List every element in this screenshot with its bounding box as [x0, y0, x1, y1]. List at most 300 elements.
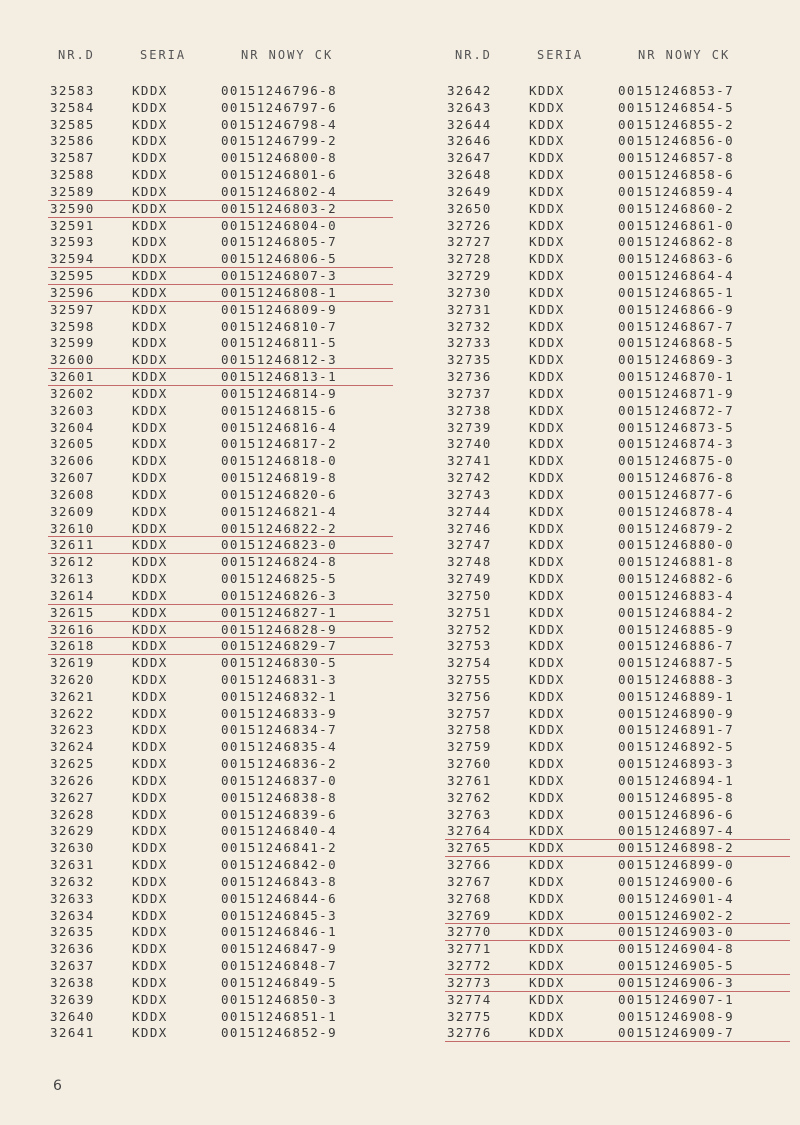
row-seria: KDDX — [132, 840, 168, 856]
table-row — [445, 722, 790, 739]
row-nr: 32746 — [447, 520, 492, 536]
table-row — [445, 403, 790, 420]
table-row — [445, 655, 790, 672]
row-nr: 32767 — [447, 873, 492, 889]
row-nowy: 00151246847-9 — [221, 941, 338, 957]
table-row — [445, 386, 790, 403]
row-nowy: 00151246801-6 — [221, 167, 338, 183]
row-nowy: 00151246901-4 — [618, 890, 735, 906]
row-nowy: 00151246879-2 — [618, 520, 735, 536]
row-nowy: 00151246811-5 — [221, 335, 338, 351]
row-seria: KDDX — [529, 604, 565, 620]
row-nowy: 00151246841-2 — [221, 840, 338, 856]
row-nr: 32747 — [447, 537, 492, 553]
left-header — [48, 48, 393, 68]
row-seria: KDDX — [132, 924, 168, 940]
row-nr: 32598 — [50, 318, 95, 334]
table-row — [445, 521, 790, 538]
table-row — [445, 335, 790, 352]
table-row — [48, 285, 393, 302]
row-seria: KDDX — [529, 486, 565, 502]
table-row — [48, 403, 393, 420]
row-nowy: 00151246853-7 — [618, 83, 735, 98]
row-seria: KDDX — [132, 133, 168, 149]
row-seria: KDDX — [529, 806, 565, 822]
row-nowy: 00151246899-0 — [618, 857, 735, 873]
row-seria: KDDX — [529, 857, 565, 873]
table-row — [445, 1025, 790, 1042]
row-nr: 32730 — [447, 284, 492, 300]
row-seria: KDDX — [529, 974, 565, 990]
row-nowy: 00151246888-3 — [618, 671, 735, 687]
row-nr: 32763 — [447, 806, 492, 822]
row-seria: KDDX — [529, 958, 565, 974]
row-seria: KDDX — [132, 335, 168, 351]
right-rows — [445, 83, 790, 1042]
row-nr: 32609 — [50, 503, 95, 519]
header-nowy: NR NOWY CK — [638, 48, 731, 62]
table-row — [445, 201, 790, 218]
row-nowy: 00151246839-6 — [221, 806, 338, 822]
row-nr: 32731 — [447, 301, 492, 317]
row-nr: 32738 — [447, 402, 492, 418]
table-row — [48, 201, 393, 218]
table-row — [445, 571, 790, 588]
table-row — [48, 773, 393, 790]
row-nowy: 00151246817-2 — [221, 436, 338, 452]
row-nr: 32748 — [447, 554, 492, 570]
row-nowy: 00151246872-7 — [618, 402, 735, 418]
row-seria: KDDX — [132, 470, 168, 486]
row-seria: KDDX — [132, 958, 168, 974]
row-nowy: 00151246873-5 — [618, 419, 735, 435]
row-nowy: 00151246889-1 — [618, 688, 735, 704]
row-seria: KDDX — [132, 83, 168, 98]
row-nr: 32614 — [50, 587, 95, 603]
row-nr: 32764 — [447, 823, 492, 839]
row-seria: KDDX — [529, 150, 565, 166]
row-nowy: 00151246828-9 — [221, 621, 338, 637]
row-nowy: 00151246835-4 — [221, 739, 338, 755]
row-seria: KDDX — [132, 251, 168, 267]
row-nr: 32774 — [447, 991, 492, 1007]
row-nowy: 00151246837-0 — [221, 772, 338, 788]
row-nr: 32644 — [447, 116, 492, 132]
row-nr: 32637 — [50, 958, 95, 974]
row-seria: KDDX — [132, 99, 168, 115]
table-row — [445, 234, 790, 251]
row-seria: KDDX — [529, 116, 565, 132]
table-row — [445, 891, 790, 908]
row-seria: KDDX — [132, 941, 168, 957]
row-seria: KDDX — [529, 318, 565, 334]
row-seria: KDDX — [132, 200, 168, 216]
row-nr: 32612 — [50, 554, 95, 570]
row-seria: KDDX — [529, 772, 565, 788]
row-seria: KDDX — [529, 890, 565, 906]
row-seria: KDDX — [529, 520, 565, 536]
row-seria: KDDX — [529, 183, 565, 199]
row-nr: 32588 — [50, 167, 95, 183]
row-nowy: 00151246874-3 — [618, 436, 735, 452]
row-nr: 32624 — [50, 739, 95, 755]
table-row — [48, 453, 393, 470]
table-row — [445, 672, 790, 689]
row-nr: 32629 — [50, 823, 95, 839]
row-seria: KDDX — [529, 537, 565, 553]
table-row — [48, 874, 393, 891]
row-seria: KDDX — [529, 99, 565, 115]
table-row — [445, 487, 790, 504]
row-nr: 32603 — [50, 402, 95, 418]
row-nr: 32590 — [50, 200, 95, 216]
table-row — [48, 908, 393, 925]
table-row — [445, 773, 790, 790]
row-nr: 32740 — [447, 436, 492, 452]
table-row — [48, 184, 393, 201]
row-nr: 32606 — [50, 453, 95, 469]
row-nr: 32625 — [50, 756, 95, 772]
row-seria: KDDX — [529, 503, 565, 519]
row-nr: 32742 — [447, 470, 492, 486]
table-row — [445, 251, 790, 268]
row-nr: 32619 — [50, 655, 95, 671]
row-nr: 32771 — [447, 941, 492, 957]
table-row — [445, 823, 790, 840]
row-nowy: 00151246846-1 — [221, 924, 338, 940]
row-nr: 32593 — [50, 234, 95, 250]
row-nowy: 00151246825-5 — [221, 571, 338, 587]
row-nr: 32776 — [447, 1025, 492, 1041]
row-nr: 32773 — [447, 974, 492, 990]
table-row — [48, 487, 393, 504]
table-row — [445, 874, 790, 891]
row-seria: KDDX — [132, 705, 168, 721]
row-nr: 32599 — [50, 335, 95, 351]
row-nowy: 00151246878-4 — [618, 503, 735, 519]
row-nowy: 00151246800-8 — [221, 150, 338, 166]
row-seria: KDDX — [132, 571, 168, 587]
table-row — [48, 790, 393, 807]
table-row — [445, 908, 790, 925]
table-row — [48, 521, 393, 538]
header-seria: SERIA — [140, 48, 187, 62]
table-row — [48, 369, 393, 386]
row-nr: 32765 — [447, 840, 492, 856]
row-nowy: 00151246859-4 — [618, 183, 735, 199]
table-row — [48, 992, 393, 1009]
row-nowy: 00151246831-3 — [221, 671, 338, 687]
table-row — [445, 958, 790, 975]
table-row — [48, 234, 393, 251]
row-nr: 32610 — [50, 520, 95, 536]
row-nowy: 00151246812-3 — [221, 352, 338, 368]
row-nowy: 00151246813-1 — [221, 369, 338, 385]
table-row — [445, 992, 790, 1009]
row-nowy: 00151246908-9 — [618, 1008, 735, 1024]
row-nr: 32585 — [50, 116, 95, 132]
table-row — [48, 470, 393, 487]
row-nr: 32754 — [447, 655, 492, 671]
table-row — [48, 537, 393, 554]
row-seria: KDDX — [529, 705, 565, 721]
right-header — [445, 48, 790, 68]
row-seria: KDDX — [529, 722, 565, 738]
row-seria: KDDX — [132, 806, 168, 822]
row-seria: KDDX — [132, 873, 168, 889]
row-nr: 32733 — [447, 335, 492, 351]
row-nr: 32601 — [50, 369, 95, 385]
row-nowy: 00151246855-2 — [618, 116, 735, 132]
table-row — [48, 924, 393, 941]
table-row — [445, 857, 790, 874]
row-nr: 32759 — [447, 739, 492, 755]
row-seria: KDDX — [529, 571, 565, 587]
row-seria: KDDX — [132, 402, 168, 418]
row-nowy: 00151246856-0 — [618, 133, 735, 149]
row-nowy: 00151246852-9 — [221, 1025, 338, 1041]
row-nowy: 00151246893-3 — [618, 756, 735, 772]
row-nowy: 00151246830-5 — [221, 655, 338, 671]
row-nr: 32641 — [50, 1025, 95, 1041]
row-nowy: 00151246840-4 — [221, 823, 338, 839]
table-row — [48, 588, 393, 605]
row-seria: KDDX — [529, 756, 565, 772]
table-row — [48, 891, 393, 908]
row-nowy: 00151246902-2 — [618, 907, 735, 923]
row-nowy: 00151246868-5 — [618, 335, 735, 351]
row-seria: KDDX — [529, 167, 565, 183]
row-nr: 32756 — [447, 688, 492, 704]
row-nr: 32621 — [50, 688, 95, 704]
row-nowy: 00151246865-1 — [618, 284, 735, 300]
table-row — [445, 470, 790, 487]
row-nr: 32735 — [447, 352, 492, 368]
row-nr: 32618 — [50, 638, 95, 654]
table-row — [48, 571, 393, 588]
row-nr: 32615 — [50, 604, 95, 620]
row-nr: 32761 — [447, 772, 492, 788]
row-seria: KDDX — [529, 873, 565, 889]
row-nr: 32620 — [50, 671, 95, 687]
row-nr: 32600 — [50, 352, 95, 368]
row-nr: 32605 — [50, 436, 95, 452]
row-nr: 32744 — [447, 503, 492, 519]
table-row — [445, 100, 790, 117]
row-nr: 32732 — [447, 318, 492, 334]
row-nr: 32760 — [447, 756, 492, 772]
row-seria: KDDX — [132, 789, 168, 805]
row-seria: KDDX — [529, 301, 565, 317]
row-nr: 32752 — [447, 621, 492, 637]
row-nr: 32636 — [50, 941, 95, 957]
table-row — [48, 386, 393, 403]
row-seria: KDDX — [132, 217, 168, 233]
row-seria: KDDX — [132, 369, 168, 385]
row-nr: 32633 — [50, 890, 95, 906]
row-seria: KDDX — [529, 789, 565, 805]
row-nowy: 00151246803-2 — [221, 200, 338, 216]
header-nowy: NR NOWY CK — [241, 48, 334, 62]
table-row — [48, 622, 393, 639]
row-seria: KDDX — [132, 453, 168, 469]
row-seria: KDDX — [529, 470, 565, 486]
row-nr: 32737 — [447, 385, 492, 401]
row-nowy: 00151246854-5 — [618, 99, 735, 115]
row-nowy: 00151246905-5 — [618, 958, 735, 974]
row-seria: KDDX — [132, 419, 168, 435]
row-nowy: 00151246819-8 — [221, 470, 338, 486]
table-row — [445, 689, 790, 706]
table-row — [48, 689, 393, 706]
table-row — [48, 319, 393, 336]
row-nowy: 00151246850-3 — [221, 991, 338, 1007]
table-row — [445, 941, 790, 958]
table-row — [445, 504, 790, 521]
row-seria: KDDX — [529, 924, 565, 940]
row-nr: 32728 — [447, 251, 492, 267]
row-seria: KDDX — [132, 1008, 168, 1024]
row-nowy: 00151246844-6 — [221, 890, 338, 906]
row-nowy: 00151246883-4 — [618, 587, 735, 603]
row-nowy: 00151246896-6 — [618, 806, 735, 822]
row-nr: 32755 — [447, 671, 492, 687]
row-nowy: 00151246834-7 — [221, 722, 338, 738]
table-row — [48, 436, 393, 453]
row-seria: KDDX — [529, 688, 565, 704]
row-nr: 32627 — [50, 789, 95, 805]
row-seria: KDDX — [132, 671, 168, 687]
row-seria: KDDX — [132, 385, 168, 401]
row-nr: 32753 — [447, 638, 492, 654]
table-row — [445, 285, 790, 302]
row-nowy: 00151246892-5 — [618, 739, 735, 755]
table-row — [445, 739, 790, 756]
row-nr: 32762 — [447, 789, 492, 805]
row-nowy: 00151246875-0 — [618, 453, 735, 469]
row-nr: 32727 — [447, 234, 492, 250]
table-row — [48, 739, 393, 756]
table-row — [445, 588, 790, 605]
row-nr: 32616 — [50, 621, 95, 637]
row-seria: KDDX — [529, 1025, 565, 1041]
row-nowy: 00151246848-7 — [221, 958, 338, 974]
row-nr: 32648 — [447, 167, 492, 183]
row-nr: 32649 — [447, 183, 492, 199]
row-seria: KDDX — [529, 991, 565, 1007]
table-row — [445, 167, 790, 184]
table-row — [48, 857, 393, 874]
row-seria: KDDX — [132, 520, 168, 536]
table-row — [445, 756, 790, 773]
row-nowy: 00151246833-9 — [221, 705, 338, 721]
row-nowy: 00151246815-6 — [221, 402, 338, 418]
row-nowy: 00151246842-0 — [221, 857, 338, 873]
row-seria: KDDX — [529, 1008, 565, 1024]
table-row — [445, 319, 790, 336]
row-seria: KDDX — [529, 907, 565, 923]
row-nowy: 00151246808-1 — [221, 284, 338, 300]
row-seria: KDDX — [529, 402, 565, 418]
row-nr: 32623 — [50, 722, 95, 738]
row-nowy: 00151246884-2 — [618, 604, 735, 620]
row-seria: KDDX — [132, 116, 168, 132]
row-seria: KDDX — [132, 587, 168, 603]
table-row — [445, 975, 790, 992]
table-row — [48, 672, 393, 689]
row-nr: 32770 — [447, 924, 492, 940]
row-nowy: 00151246871-9 — [618, 385, 735, 401]
row-nr: 32639 — [50, 991, 95, 1007]
table-row — [48, 167, 393, 184]
table-row — [48, 1009, 393, 1026]
table-row — [445, 436, 790, 453]
table-row — [445, 369, 790, 386]
row-nr: 32630 — [50, 840, 95, 856]
row-seria: KDDX — [529, 83, 565, 98]
row-nowy: 00151246857-8 — [618, 150, 735, 166]
table-row — [48, 420, 393, 437]
table-row — [48, 268, 393, 285]
table-row — [48, 335, 393, 352]
row-nr: 32640 — [50, 1008, 95, 1024]
row-nowy: 00151246822-2 — [221, 520, 338, 536]
table-row — [445, 605, 790, 622]
table-row — [445, 453, 790, 470]
row-nowy: 00151246858-6 — [618, 167, 735, 183]
table-row — [48, 807, 393, 824]
table-row — [48, 941, 393, 958]
row-nowy: 00151246860-2 — [618, 200, 735, 216]
table-row — [445, 184, 790, 201]
row-nr: 32750 — [447, 587, 492, 603]
row-nr: 32626 — [50, 772, 95, 788]
row-nr: 32602 — [50, 385, 95, 401]
table-row — [48, 655, 393, 672]
row-nowy: 00151246818-0 — [221, 453, 338, 469]
row-nr: 32589 — [50, 183, 95, 199]
table-row — [48, 117, 393, 134]
row-nr: 32743 — [447, 486, 492, 502]
row-nr: 32768 — [447, 890, 492, 906]
row-seria: KDDX — [132, 857, 168, 873]
row-nowy: 00151246894-1 — [618, 772, 735, 788]
table-row — [445, 117, 790, 134]
row-nowy: 00151246845-3 — [221, 907, 338, 923]
row-seria: KDDX — [529, 621, 565, 637]
row-nowy: 00151246862-8 — [618, 234, 735, 250]
header-nr: NR.D — [58, 48, 95, 62]
row-nr: 32604 — [50, 419, 95, 435]
row-nr: 32628 — [50, 806, 95, 822]
row-nr: 32613 — [50, 571, 95, 587]
table-row — [445, 420, 790, 437]
row-seria: KDDX — [529, 419, 565, 435]
row-nowy: 00151246823-0 — [221, 537, 338, 553]
row-nowy: 00151246851-1 — [221, 1008, 338, 1024]
row-nr: 32607 — [50, 470, 95, 486]
row-seria: KDDX — [529, 671, 565, 687]
row-nr: 32739 — [447, 419, 492, 435]
row-nowy: 00151246897-4 — [618, 823, 735, 839]
table-row — [445, 218, 790, 235]
row-nowy: 00151246907-1 — [618, 991, 735, 1007]
row-seria: KDDX — [132, 183, 168, 199]
row-nr: 32650 — [447, 200, 492, 216]
row-nowy: 00151246809-9 — [221, 301, 338, 317]
left-rows — [48, 83, 393, 1042]
row-seria: KDDX — [132, 486, 168, 502]
